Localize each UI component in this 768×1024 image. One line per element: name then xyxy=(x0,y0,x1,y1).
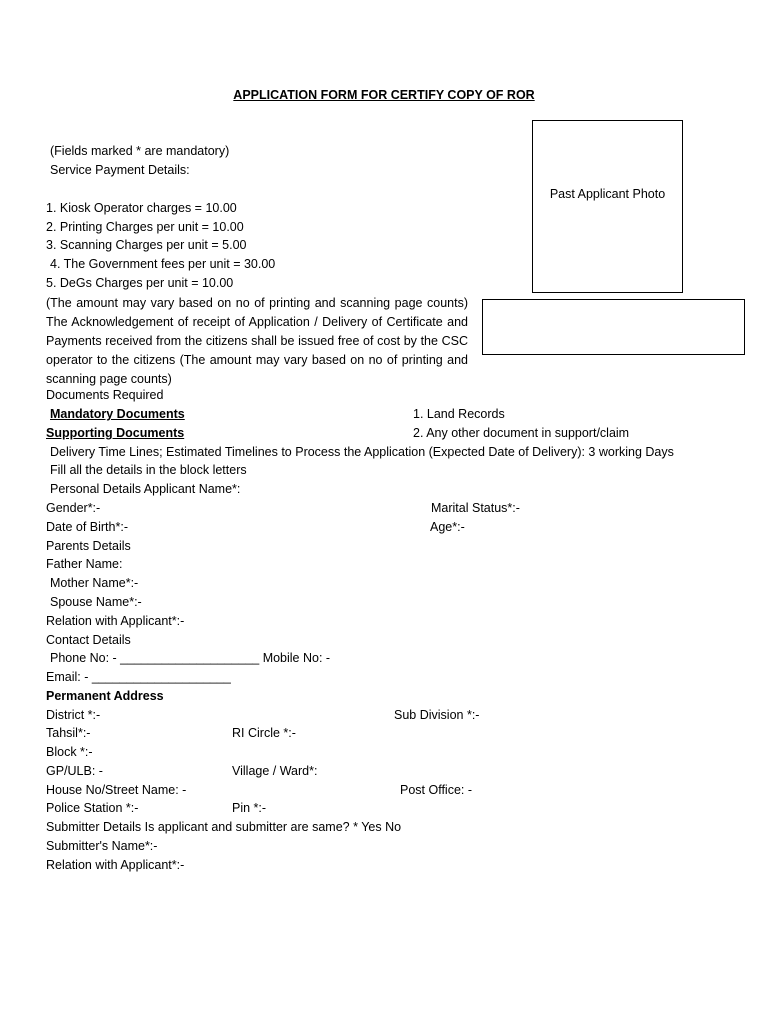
district-field[interactable]: District *:- xyxy=(46,708,101,722)
email-field[interactable]: Email: - ____________________ xyxy=(46,670,231,684)
charge-item: 1. Kiosk Operator charges = 10.00 xyxy=(46,201,237,215)
post-office-field[interactable]: Post Office: - xyxy=(400,783,473,797)
mother-name-field[interactable]: Mother Name*:- xyxy=(50,576,139,590)
contact-details-heading: Contact Details xyxy=(46,633,131,647)
charge-item: 3. Scanning Charges per unit = 5.00 xyxy=(46,238,247,252)
ri-circle-field[interactable]: RI Circle *:- xyxy=(232,726,296,740)
documents-required: Documents Required xyxy=(46,388,164,402)
submitter-name-field[interactable]: Submitter's Name*:- xyxy=(46,839,158,853)
gp-ulb-field[interactable]: GP/ULB: - xyxy=(46,764,103,778)
charge-item: 5. DeGs Charges per unit = 10.00 xyxy=(46,276,234,290)
father-name-field[interactable]: Father Name: xyxy=(46,557,123,571)
block-letters-note: Fill all the details in the block letters xyxy=(50,463,247,477)
submitter-relation-field[interactable]: Relation with Applicant*:- xyxy=(46,858,185,872)
mandatory-documents-label: Mandatory Documents xyxy=(50,407,185,421)
phone-mobile-field[interactable]: Phone No: - ____________________ Mobile No: - xyxy=(50,651,331,665)
police-station-field[interactable]: Police Station *:- xyxy=(46,801,139,815)
amount-note: (The amount may vary based on no of printing and scanning page counts) The Acknowledgement of receipt of Application / Delivery of Certificate and Payments received from the citizens shall be issued free of cost by the CSC operator to the citizens (The amount may vary based on no of printing and scanning page counts) xyxy=(46,296,468,386)
photo-box-label: Past Applicant Photo xyxy=(549,187,666,201)
service-payment-heading: Service Payment Details: xyxy=(50,163,190,177)
permanent-address-heading: Permanent Address xyxy=(46,689,164,703)
spouse-name-field[interactable]: Spouse Name*:- xyxy=(50,595,142,609)
sub-division-field[interactable]: Sub Division *:- xyxy=(394,708,480,722)
submitter-same-question[interactable]: Submitter Details Is applicant and submitter are same? * Yes No xyxy=(46,820,402,834)
charge-item: 2. Printing Charges per unit = 10.00 xyxy=(46,220,244,234)
charge-item: 4. The Government fees per unit = 30.00 xyxy=(50,257,276,271)
relation-with-applicant-field[interactable]: Relation with Applicant*:- xyxy=(46,614,185,628)
parents-details-heading: Parents Details xyxy=(46,539,131,553)
signature-box[interactable] xyxy=(482,299,745,355)
supporting-documents-label: Supporting Documents xyxy=(46,426,185,440)
mandatory-note: (Fields marked * are mandatory) xyxy=(50,144,230,158)
dob-field[interactable]: Date of Birth*:- xyxy=(46,520,128,534)
gender-field[interactable]: Gender*:- xyxy=(46,501,101,515)
tahsil-field[interactable]: Tahsil*:- xyxy=(46,726,91,740)
mandatory-documents-value: 1. Land Records xyxy=(413,407,505,421)
delivery-timelines: Delivery Time Lines; Estimated Timelines to Process the Application (Expected Date of Delivery): 3 working Days xyxy=(50,445,674,459)
supporting-documents-value: 2. Any other document in support/claim xyxy=(413,426,630,440)
block-field[interactable]: Block *:- xyxy=(46,745,93,759)
marital-status-field[interactable]: Marital Status*:- xyxy=(431,501,520,515)
form-title: APPLICATION FORM FOR CERTIFY COPY OF ROR xyxy=(233,88,535,102)
village-ward-field[interactable]: Village / Ward*: xyxy=(232,764,318,778)
applicant-photo-box[interactable] xyxy=(532,120,683,293)
applicant-name-field[interactable]: Personal Details Applicant Name*: xyxy=(50,482,241,496)
pin-field[interactable]: Pin *:- xyxy=(232,801,267,815)
house-no-field[interactable]: House No/Street Name: - xyxy=(46,783,187,797)
age-field[interactable]: Age*:- xyxy=(430,520,465,534)
